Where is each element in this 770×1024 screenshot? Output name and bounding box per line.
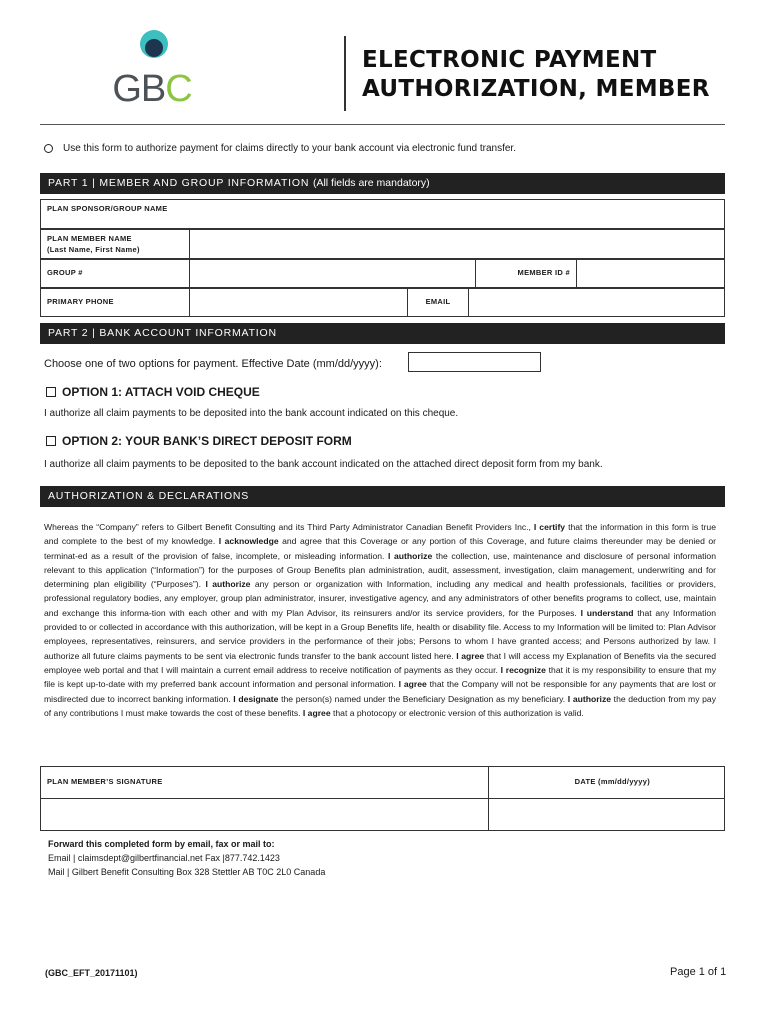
declaration-text: that a photocopy or electronic version of this authorization is valid. <box>330 707 584 718</box>
part1-note: (All fields are mandatory) <box>312 177 430 189</box>
plan-sponsor-field[interactable] <box>40 199 725 229</box>
declaration-text: the deduction from my pay of any contributions I must make towards the cost of these benefits. <box>44 693 716 718</box>
declaration-keyword: I understand <box>580 607 634 618</box>
intro-text: Use this form to authorize payment for claims directly to your bank account via electronic fund transfer. <box>63 143 516 154</box>
plan-sponsor-label: PLAN SPONSOR/GROUP NAME <box>47 204 168 213</box>
mail-line: Mail | Gilbert Benefit Consulting Box 328 Stettler AB T0C 2L0 Canada <box>48 867 326 877</box>
declaration-keyword: I certify <box>533 522 566 532</box>
form-title <box>362 46 710 104</box>
title-line-2: AUTHORIZATION, MEMBER <box>362 76 710 102</box>
email-fax-line: Email | claimsdept@gilbertfinancial.net Fax |877.742.1423 <box>48 853 280 863</box>
form-code: (GBC_EFT_20171101) <box>45 968 138 978</box>
declarations-text <box>44 520 716 720</box>
declaration-text: that any Information provided to or collected in accordance with this authorization, will be kept in a Group Benefits life, health or disability file. Access to my Information will be limited to: Plan Advisor employees, representatives, reinsurers, and service providers in the performance of their jobs; Persons to whom I have granted access; and Persons authorized by law. I authorize all future claims payments to be sent via electronic funds transfer to the bank account listed here. <box>44 607 716 661</box>
declaration-text: and agree that this Coverage or any portion of this Coverage, and future claims thereunder may be denied or terminat-ed as a result of the provision of false, incomplete, or misleading information. <box>44 536 716 561</box>
member-name-label-cell <box>40 229 190 259</box>
logo-text: GBC <box>112 68 192 108</box>
choose-option-text: Choose one of two options for payment. Effective Date (mm/dd/yyyy): <box>44 358 382 370</box>
title-line-1: ELECTRONIC PAYMENT <box>362 47 657 73</box>
declaration-keyword: I authorize <box>205 579 251 590</box>
declaration-keyword: I recognize <box>500 664 546 675</box>
option2-checkbox[interactable] <box>46 436 56 446</box>
circle-bullet-icon <box>44 144 53 153</box>
email-label-cell <box>407 288 469 317</box>
part1-header <box>40 173 725 194</box>
group-input[interactable] <box>189 259 476 288</box>
option1-text: I authorize all claim payments to be deposited into the bank account indicated on this cheque. <box>44 408 459 419</box>
signature-label: PLAN MEMBER’S SIGNATURE <box>47 777 163 786</box>
option1[interactable] <box>46 385 260 399</box>
option2[interactable] <box>46 434 352 448</box>
group-label: GROUP # <box>47 268 83 277</box>
header-divider <box>344 36 346 111</box>
declaration-text: that the information in this form is true and complete to the best of my knowledge. <box>44 522 716 547</box>
part1-title: PART 1 | MEMBER AND GROUP INFORMATION <box>48 177 310 189</box>
member-id-input[interactable] <box>576 259 725 288</box>
group-label-cell <box>40 259 190 288</box>
signature-label-cell <box>40 766 489 799</box>
email-label: EMAIL <box>425 297 451 306</box>
auth-header <box>40 486 725 507</box>
declaration-text: Whereas the “Company” refers to Gilbert Benefit Consulting and its Third Party Administrator Canadian Benefit Providers Inc., <box>44 522 534 532</box>
page-number: Page 1 of 1 <box>670 966 727 978</box>
option1-checkbox[interactable] <box>46 387 56 397</box>
member-name-label: PLAN MEMBER NAME <box>47 234 132 243</box>
declaration-text: that it is my responsibility to ensure that my file is kept up-to-date with my preferred bank account information and personal information. <box>44 664 716 690</box>
member-id-label-cell <box>475 259 577 288</box>
option2-text: I authorize all claim payments to be deposited to the bank account indicated on the attached direct deposit form from my bank. <box>44 459 603 470</box>
declaration-keyword: I acknowledge <box>218 536 279 547</box>
forward-instructions: Forward this completed form by email, fax or mail to: <box>48 839 275 849</box>
part2-title: PART 2 | BANK ACCOUNT INFORMATION <box>48 327 277 339</box>
option2-title: OPTION 2: YOUR BANK’S DIRECT DEPOSIT FORM <box>62 434 352 448</box>
declaration-keyword: I agree <box>398 679 427 690</box>
option1-title: OPTION 1: ATTACH VOID CHEQUE <box>62 385 260 399</box>
intro-line <box>44 143 516 154</box>
effective-date-input[interactable] <box>408 352 541 372</box>
date-label-cell <box>488 766 725 799</box>
member-name-input[interactable] <box>189 229 725 259</box>
declaration-text: that the Company will not be responsible for any payments that are lost or misdirected due to incorrect banking information. <box>44 679 716 704</box>
declaration-text: any person or organization with Information, including any medical and health professionals, facilities or providers, professional regulatory bodies, any employer, group plan administrator, insurer, investigative agency, and any administrators of other benefits programs to collect, use, maintain and exchange this informa-tion with each other and with my Plan Advisor, its reinsurers and/or its service providers, for the Purposes. <box>44 579 716 618</box>
phone-label: PRIMARY PHONE <box>47 297 114 306</box>
signature-date-label: DATE (mm/dd/yyyy) <box>574 777 650 786</box>
declaration-text: that I will access my Explanation of Benefits via the secured employee web portal and that I will maintain a current email address to receive notification of payments as they occur. <box>44 650 716 675</box>
signature-input[interactable] <box>40 798 489 831</box>
member-id-label: MEMBER ID # <box>517 268 570 277</box>
member-name-hint: (Last Name, First Name) <box>47 245 140 254</box>
declaration-text: the person(s) named under the Beneficiary Designation as my beneficiary. <box>278 693 568 704</box>
part2-header <box>40 323 725 344</box>
declaration-keyword: I agree <box>302 707 331 718</box>
email-input[interactable] <box>468 288 725 317</box>
signature-date-input[interactable] <box>488 798 725 831</box>
phone-input[interactable] <box>189 288 408 317</box>
declaration-keyword: I authorize <box>567 693 612 704</box>
declaration-keyword: I agree <box>456 650 485 661</box>
declaration-keyword: I designate <box>233 693 279 704</box>
header-rule <box>40 124 725 125</box>
gbc-logo <box>104 28 204 108</box>
phone-label-cell <box>40 288 190 317</box>
declaration-text: the collection, use, maintenance and disclosure of personal information relevant to this application (“Information”) for the purposes of Group Benefits plan administration, audit, assessment, investigation, claim management, underwriting and for determining plan eligibility (“Purposes”). <box>44 550 716 590</box>
auth-title: AUTHORIZATION & DECLARATIONS <box>48 490 250 502</box>
declaration-keyword: I authorize <box>388 550 433 561</box>
